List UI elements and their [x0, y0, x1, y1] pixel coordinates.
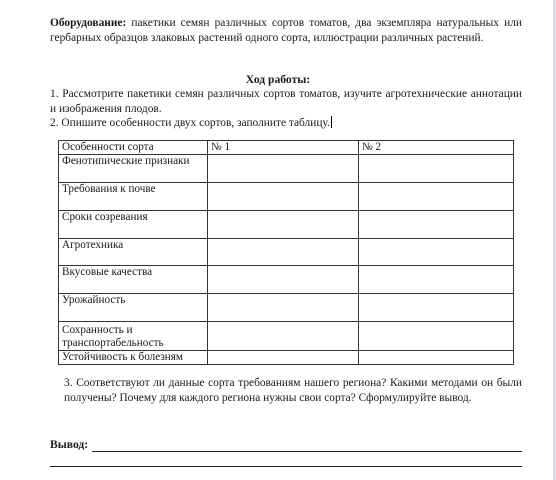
table-row — [59, 322, 514, 351]
text-cursor — [331, 116, 332, 128]
table-header-row — [59, 141, 514, 155]
cell-variety-2[interactable] — [359, 351, 514, 365]
cell-variety-2[interactable] — [359, 155, 514, 183]
equipment-paragraph — [50, 16, 522, 45]
cell-variety-2[interactable] — [359, 183, 514, 211]
cell-variety-2[interactable] — [359, 266, 514, 294]
table-row — [59, 266, 514, 294]
row-label: Вкусовые качества — [59, 266, 208, 294]
cell-variety-1[interactable] — [208, 155, 359, 183]
step-2-text: 2. Опишите особенности двух сортов, заполните таблицу. — [50, 117, 330, 129]
row-label: Урожайность — [59, 294, 208, 322]
table-row — [59, 183, 514, 211]
cell-variety-1[interactable] — [208, 266, 359, 294]
conclusion-answer-line[interactable] — [92, 451, 522, 452]
question-3: 3. Соответствуют ли данные сорта требованиям нашего региона? Какими методами он были получены? Почему для каждого региона нужны свои сорта? Сформулируйте вывод. — [64, 377, 522, 404]
header-cell-feature: Особенности сорта — [59, 141, 208, 155]
cell-variety-1[interactable] — [208, 322, 359, 351]
table-row — [59, 294, 514, 322]
cell-variety-1[interactable] — [208, 294, 359, 322]
equipment-text: пакетики семян различных сортов томатов, два экземпляра натуральных или гербарных образцов злаковых растений одного сорта, иллюстрации различных растений. — [50, 17, 522, 44]
cell-variety-1[interactable] — [208, 239, 359, 266]
row-label: Фенотипические признаки — [59, 155, 208, 183]
cell-variety-2[interactable] — [359, 239, 514, 266]
table-row — [59, 351, 514, 365]
row-label: Агротехника — [59, 239, 208, 266]
cell-variety-1[interactable] — [208, 351, 359, 365]
row-label: Сохранность и транспортабельность — [59, 322, 208, 351]
table-row — [59, 211, 514, 239]
header-cell-variety-1: № 1 — [208, 141, 359, 155]
cell-variety-2[interactable] — [359, 211, 514, 239]
step-1: 1. Рассмотрите пакетики семян различных сортов томатов, изучите агротехнические аннотации и изображения плодов. — [50, 88, 522, 115]
row-label: Устойчивость к болезням — [59, 351, 208, 365]
table-row — [59, 155, 514, 183]
step-2 — [50, 116, 522, 131]
conclusion-answer-line-2[interactable] — [50, 466, 522, 467]
row-label: Требования к почве — [59, 183, 208, 211]
header-cell-variety-2: № 2 — [359, 141, 514, 155]
row-label: Сроки созревания — [59, 211, 208, 239]
equipment-label: Оборудование: — [50, 17, 127, 29]
cell-variety-1[interactable] — [208, 183, 359, 211]
cell-variety-2[interactable] — [359, 322, 514, 351]
variety-table — [58, 140, 514, 365]
cell-variety-2[interactable] — [359, 294, 514, 322]
cell-variety-1[interactable] — [208, 211, 359, 239]
table-row — [59, 239, 514, 266]
work-heading: Ход работы: — [245, 73, 311, 86]
conclusion-label: Вывод: — [50, 438, 89, 451]
